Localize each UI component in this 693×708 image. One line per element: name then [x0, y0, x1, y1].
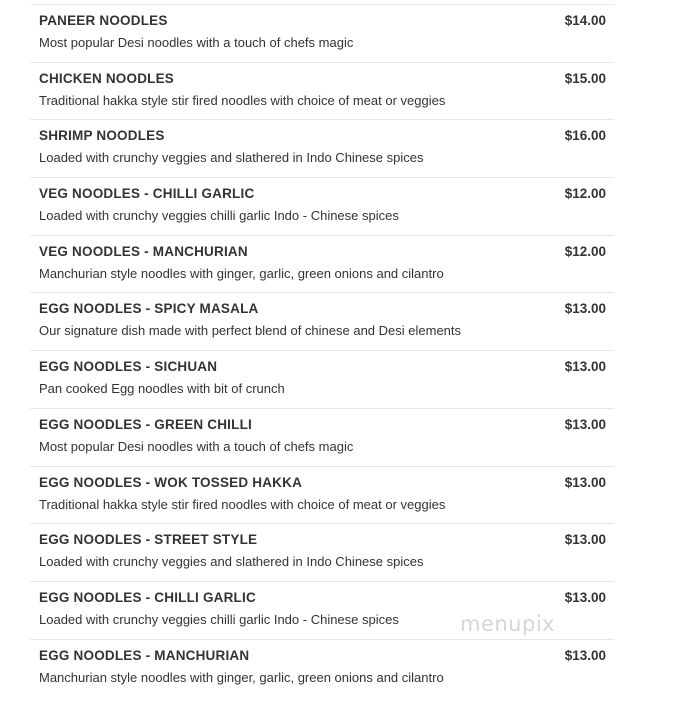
item-price: $13.00	[564, 532, 606, 548]
item-price: $15.00	[564, 70, 606, 86]
item-price: $13.00	[564, 474, 606, 490]
item-description: Most popular Desi noodles with a touch of chefs magic	[39, 438, 354, 454]
menu-item	[30, 639, 614, 697]
item-description: Loaded with crunchy veggies and slathered in Indo Chinese spices	[39, 554, 424, 570]
item-description: Our signature dish made with perfect blend of chinese and Desi elements	[39, 323, 462, 339]
item-name: VEG NOODLES - CHILLI GARLIC	[39, 186, 255, 202]
item-name: EGG NOODLES - SPICY MASALA	[39, 301, 259, 317]
item-name: EGG NOODLES - GREEN CHILLI	[39, 416, 252, 432]
menu-item	[30, 119, 614, 177]
item-price: $13.00	[564, 647, 606, 663]
item-name: EGG NOODLES - SICHUAN	[39, 359, 218, 375]
menu-item	[30, 235, 614, 293]
item-name: VEG NOODLES - MANCHURIAN	[39, 243, 248, 259]
item-price: $13.00	[564, 416, 606, 432]
item-name: SHRIMP NOODLES	[39, 128, 165, 144]
item-name: EGG NOODLES - STREET STYLE	[39, 532, 258, 548]
menu-item	[30, 62, 614, 120]
item-description: Loaded with crunchy veggies chilli garlic Indo - Chinese spices	[39, 208, 399, 224]
item-name: EGG NOODLES - MANCHURIAN	[39, 647, 250, 663]
item-description: Manchurian style noodles with ginger, garlic, green onions and cilantro	[39, 265, 444, 281]
item-price: $13.00	[564, 301, 606, 317]
item-name: EGG NOODLES - WOK TOSSED HAKKA	[39, 474, 303, 490]
item-name: PANEER NOODLES	[39, 13, 168, 28]
item-description: Loaded with crunchy veggies and slathered in Indo Chinese spices	[39, 150, 424, 166]
menupix-watermark: menupix	[460, 612, 556, 636]
item-price: $13.00	[564, 589, 606, 605]
menu-item	[30, 350, 614, 408]
menu-item	[30, 4, 614, 62]
item-price: $13.00	[564, 359, 606, 375]
item-description: Traditional hakka style stir fired noodles with choice of meat or veggies	[39, 92, 446, 108]
item-description: Traditional hakka style stir fired noodles with choice of meat or veggies	[39, 496, 446, 512]
item-description: Loaded with crunchy veggies chilli garlic Indo - Chinese spices	[39, 611, 399, 627]
item-description: Manchurian style noodles with ginger, garlic, green onions and cilantro	[39, 669, 444, 685]
menu-item	[30, 523, 614, 581]
item-description: Most popular Desi noodles with a touch of chefs magic	[39, 35, 354, 50]
menu-item	[30, 408, 614, 466]
menu-item	[30, 177, 614, 235]
menu-item	[30, 466, 614, 524]
item-description: Pan cooked Egg noodles with bit of crunch	[39, 381, 285, 397]
menu-item	[30, 292, 614, 350]
item-price: $14.00	[564, 13, 606, 28]
item-price: $12.00	[564, 186, 606, 202]
item-price: $16.00	[564, 128, 606, 144]
item-name: EGG NOODLES - CHILLI GARLIC	[39, 589, 256, 605]
item-price: $12.00	[564, 243, 606, 259]
menu-list	[30, 4, 614, 696]
item-name: CHICKEN NOODLES	[39, 70, 175, 86]
